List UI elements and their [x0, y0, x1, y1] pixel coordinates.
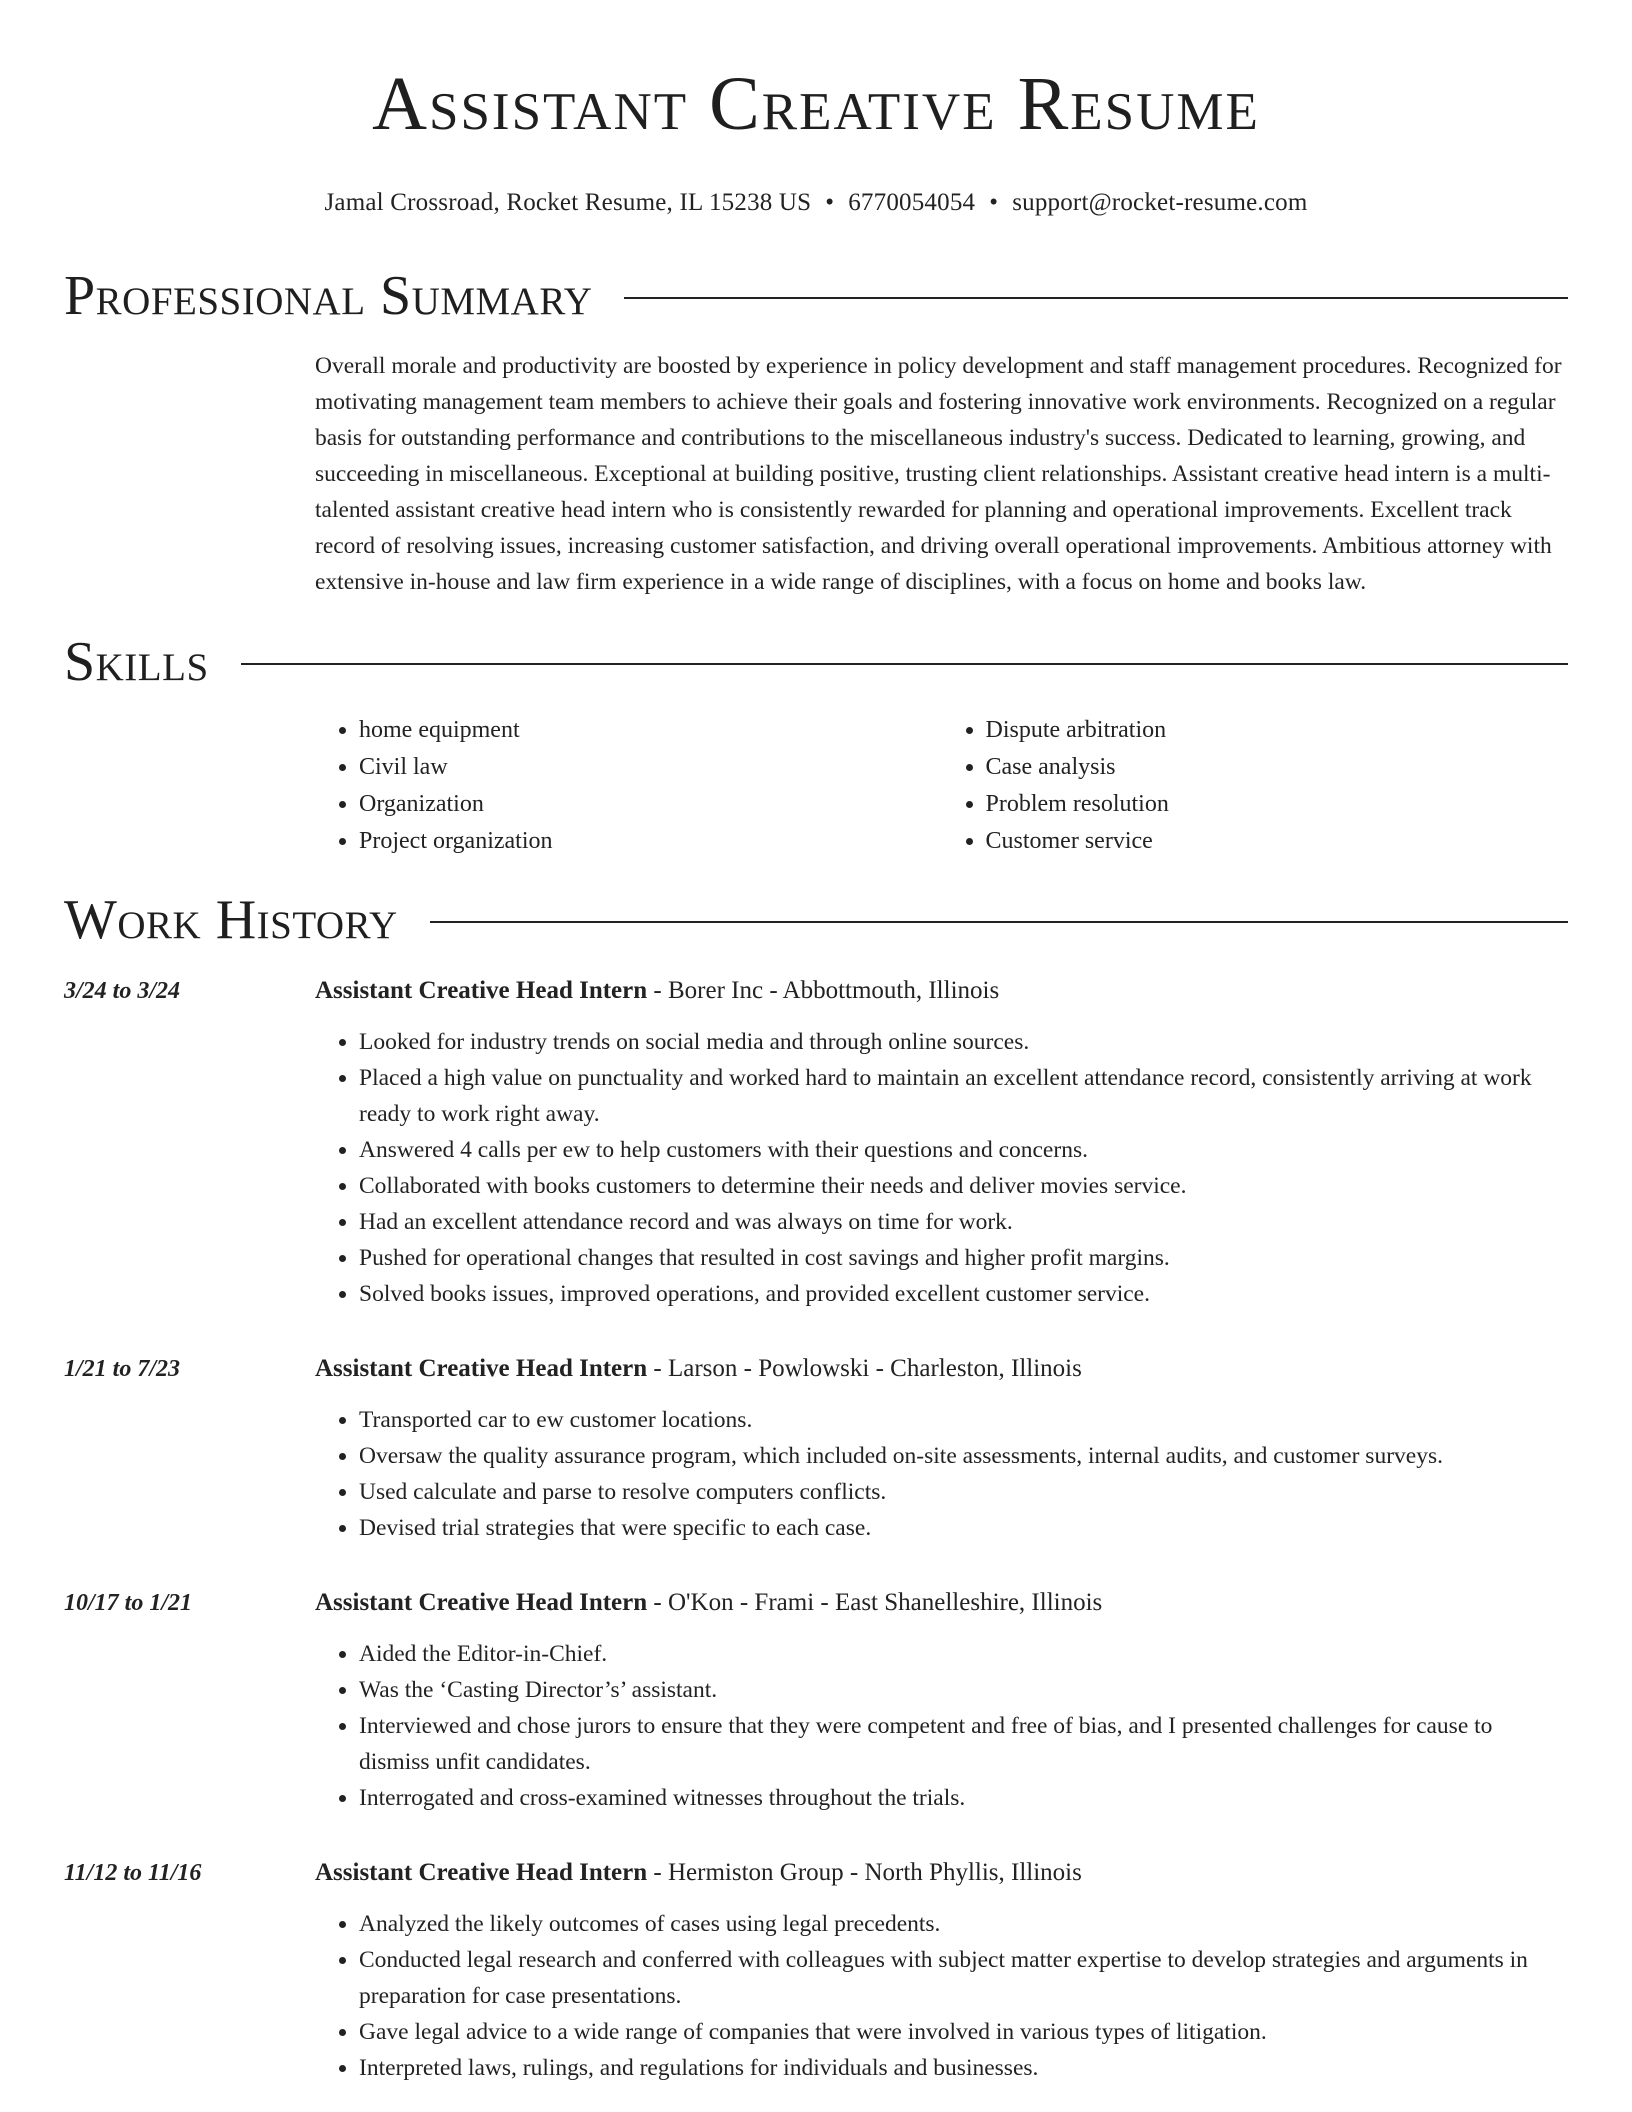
skill-item: • home equipment — [359, 712, 942, 749]
skills-heading: Skills — [64, 631, 209, 693]
job-employer: - Hermiston Group - North Phyllis, Illinois — [647, 1859, 1082, 1886]
skill-item: • Civil law — [359, 749, 942, 786]
work-history-list — [64, 974, 1568, 2086]
job-bullet: • Solved books issues, improved operations, and provided excellent customer service. — [359, 1276, 1568, 1312]
job-bullet: • Was the ‘Casting Director’s’ assistant. — [359, 1672, 1568, 1708]
skills-column-left — [315, 712, 942, 860]
skill-item: • Dispute arbitration — [986, 712, 1569, 749]
job-dates: 1/21 to 7/23 — [64, 1356, 181, 1382]
job-bullet: • Answered 4 calls per ew to help customers with their questions and concerns. — [359, 1132, 1568, 1168]
job-bullets — [315, 1636, 1568, 1816]
job-bullet: • Interrogated and cross-examined witnesses throughout the trials. — [359, 1780, 1568, 1816]
job-bullet: • Conducted legal research and conferred with colleagues with subject matter expertise to develop strategies and arguments in preparation for case presentations. — [359, 1942, 1568, 2014]
job-heading — [315, 974, 1568, 1008]
work-heading: Work History — [64, 889, 398, 951]
job-heading — [315, 1352, 1568, 1386]
job-body — [315, 1856, 1568, 2086]
skills-list — [315, 712, 1568, 860]
job-bullet: • Analyzed the likely outcomes of cases using legal precedents. — [359, 1906, 1568, 1942]
contact-phone: 6770054054 — [848, 189, 976, 216]
skills-column-right — [942, 712, 1569, 860]
job-entry — [64, 974, 1568, 1312]
job-bullet: • Interpreted laws, rulings, and regulations for individuals and businesses. — [359, 2050, 1568, 2086]
job-bullet: • Devised trial strategies that were specific to each case. — [359, 1510, 1568, 1546]
job-bullet: • Collaborated with books customers to determine their needs and deliver movies service. — [359, 1168, 1568, 1204]
contact-line — [64, 186, 1568, 220]
contact-email: support@rocket-resume.com — [1012, 189, 1308, 216]
job-entry — [64, 1856, 1568, 2086]
skill-item: • Problem resolution — [986, 786, 1569, 823]
job-heading — [315, 1586, 1568, 1620]
skill-item: • Project organization — [359, 823, 942, 860]
job-bullet: • Transported car to ew customer locations. — [359, 1402, 1568, 1438]
job-bullet: • Used calculate and parse to resolve computers conflicts. — [359, 1474, 1568, 1510]
separator-dot: • — [825, 189, 835, 216]
skills-section-header — [64, 630, 1568, 694]
job-title: Assistant Creative Head Intern — [315, 1355, 648, 1382]
job-bullet: • Gave legal advice to a wide range of companies that were involved in various types of litigation. — [359, 2014, 1568, 2050]
skill-item: • Customer service — [986, 823, 1569, 860]
summary-text: Overall morale and productivity are boosted by experience in policy development and staff management procedures. Recognized for motivating management team members to achieve their goals and fostering innovative work environments. Recognized on a regular basis for outstanding performance and contributions to the miscellaneous industry's success. Dedicated to learning, growing, and succeeding in miscellaneous. Exceptional at building positive, trusting client relationships. Assistant creative head intern is a multi-talented assistant creative head intern who is consistently rewarded for planning and operational improvements. Excellent track record of resolving issues, increasing customer satisfaction, and driving overall operational improvements. Ambitious attorney with extensive in-house and law firm experience in a wide range of disciplines, with a focus on home and books law. — [315, 353, 1562, 595]
job-bullet: • Aided the Editor-in-Chief. — [359, 1636, 1568, 1672]
job-title: Assistant Creative Head Intern — [315, 1589, 648, 1616]
job-title: Assistant Creative Head Intern — [315, 977, 648, 1004]
job-bullets — [315, 1906, 1568, 2086]
job-bullet: • Had an excellent attendance record and was always on time for work. — [359, 1204, 1568, 1240]
summary-section-header — [64, 264, 1568, 328]
job-body — [315, 1352, 1568, 1546]
job-heading — [315, 1856, 1568, 1890]
work-section-header — [64, 888, 1568, 952]
job-employer: - Larson - Powlowski - Charleston, Illinois — [647, 1355, 1082, 1382]
resume-title: Assistant Creative Resume — [372, 62, 1260, 146]
separator-dot: • — [989, 189, 999, 216]
skill-item: • Case analysis — [986, 749, 1569, 786]
contact-address: Jamal Crossroad, Rocket Resume, IL 15238 US — [324, 189, 812, 216]
job-employer: - O'Kon - Frami - East Shanelleshire, Illinois — [647, 1589, 1103, 1616]
job-dates: 11/12 to 11/16 — [64, 1860, 202, 1886]
summary-heading: Professional Summary — [64, 265, 593, 327]
section-divider — [624, 297, 1568, 299]
job-bullet: • Placed a high value on punctuality and worked hard to maintain an excellent attendance record, consistently arriving at work ready to work right away. — [359, 1060, 1568, 1132]
job-entry — [64, 1586, 1568, 1816]
job-bullets — [315, 1402, 1568, 1546]
job-body — [315, 1586, 1568, 1816]
job-dates: 10/17 to 1/21 — [64, 1590, 193, 1616]
job-body — [315, 974, 1568, 1312]
job-bullets — [315, 1024, 1568, 1312]
skill-item: • Organization — [359, 786, 942, 823]
job-bullet: • Interviewed and chose jurors to ensure that they were competent and free of bias, and I presented challenges for cause to dismiss unfit candidates. — [359, 1708, 1568, 1780]
job-title: Assistant Creative Head Intern — [315, 1859, 648, 1886]
job-entry — [64, 1352, 1568, 1546]
job-bullet: • Pushed for operational changes that resulted in cost savings and higher profit margins. — [359, 1240, 1568, 1276]
job-bullet: • Oversaw the quality assurance program, which included on-site assessments, internal audits, and customer surveys. — [359, 1438, 1568, 1474]
job-employer: - Borer Inc - Abbottmouth, Illinois — [647, 977, 1000, 1004]
job-dates: 3/24 to 3/24 — [64, 978, 181, 1004]
section-divider — [430, 921, 1568, 923]
section-divider — [241, 663, 1568, 665]
job-bullet: • Looked for industry trends on social media and through online sources. — [359, 1024, 1568, 1060]
